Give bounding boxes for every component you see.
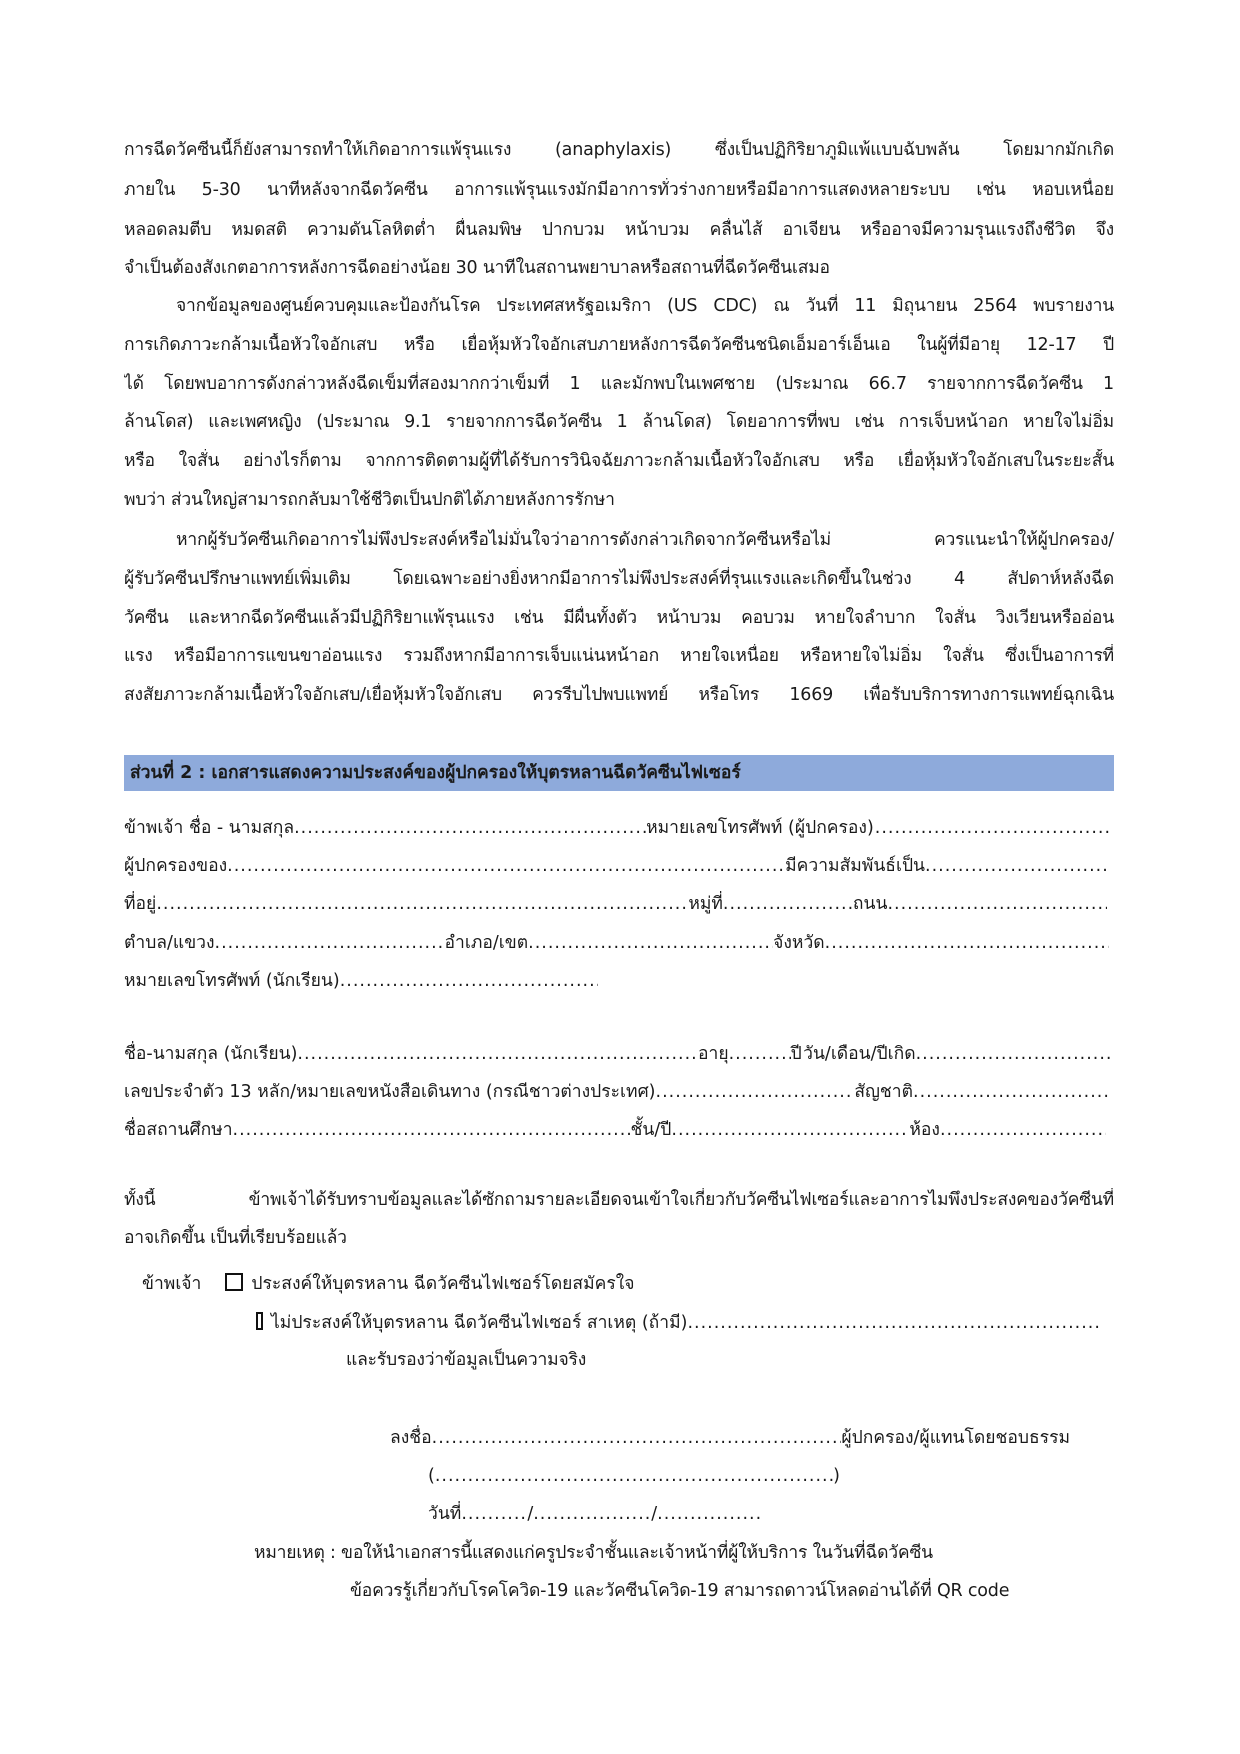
- student-id-row: [124, 1080, 1109, 1104]
- address-field[interactable]: [156, 892, 688, 916]
- paragraph-line: หากผู้รับวัคซีนเกิดอาการไม่พึงประสงค์หรือไม่มั่นใจว่าอาการดังกล่าวเกิดจากวัคซีนหรือไม่ ควรแนะนำให้ผู้ปกครอง/: [176, 530, 1114, 550]
- guardian-name-label: ข้าพเจ้า ชื่อ - นามสกุล: [124, 818, 295, 838]
- paragraph-line: จำเป็นต้องสังเกตอาการหลังการฉีดอย่างน้อย 30 นาทีในสถานพยาบาลหรือสถานที่ฉีดวัคซีนเสมอ: [124, 258, 830, 278]
- nationality-label: สัญชาติ: [854, 1082, 913, 1102]
- paragraph-line: หลอดลมตีบ หมดสติ ความดันโลหิตต่ำ ผื่นลมพิษ ปากบวม หน้าบวม คลื่นไส้ อาเจียน หรืออาจมีความรุนแรงถึงชีวิต จึง: [124, 220, 1114, 240]
- paren-close: ): [833, 1466, 840, 1486]
- paragraph-line: การเกิดภาวะกล้ามเนื้อหัวใจอักเสบ หรือ เยื่อหุ้มหัวใจอักเสบภายหลังการฉีดวัคซีนชนิดเอ็มอาร์เอ็นเอ ในผู้ที่มีอายุ 12-17 ปี: [124, 335, 1114, 355]
- reason-field[interactable]: [687, 1311, 1102, 1335]
- guardian-phone-label: หมายเลขโทรศัพท์ (ผู้ปกครอง): [646, 818, 874, 838]
- paragraph-line: พบว่า ส่วนใหญ่สามารถกลับมาใช้ชีวิตเป็นปกติได้ภายหลังการรักษา: [124, 490, 615, 510]
- consent-subject-label: ข้าพเจ้า: [142, 1274, 202, 1294]
- date-day-field[interactable]: [461, 1502, 527, 1526]
- paren-open: (: [428, 1466, 435, 1486]
- date-month-field[interactable]: [533, 1502, 651, 1526]
- district-label: อำเภอ/เขต: [444, 933, 529, 953]
- signature-field[interactable]: [432, 1426, 842, 1450]
- school-row: [124, 1118, 1106, 1142]
- guardian-of-row: [124, 854, 1109, 878]
- address-label: ที่อยู่: [124, 894, 157, 914]
- guardian-name-field[interactable]: [294, 816, 646, 840]
- date-row: [428, 1502, 764, 1526]
- paragraph-line: หรือ ใจสั่น อย่างไรก็ตาม จากการติดตามผู้ที่ได้รับการวินิจฉัยภาวะกล้ามเนื้อหัวใจอักเสบ หรือ เยื่อหุ้มหัวใจอักเสบในระยะสั้น: [124, 451, 1114, 471]
- province-field[interactable]: [825, 931, 1109, 955]
- consent-statement-line: อาจเกิดขึ้น เป็นที่เรียบร้อยแล้ว: [124, 1228, 347, 1248]
- consent-no-label: ไม่ประสงค์ให้บุตรหลาน ฉีดวัคซีนไฟเซอร์ สาเหตุ (ถ้ามี): [270, 1313, 688, 1333]
- certify-text: และรับรองว่าข้อมูลเป็นความจริง: [346, 1350, 587, 1370]
- student-id-field[interactable]: [656, 1080, 854, 1104]
- moo-label: หมู่ที่: [688, 894, 723, 914]
- student-name-field[interactable]: [297, 1042, 697, 1066]
- student-phone-row: [124, 969, 598, 993]
- student-name-row: [124, 1042, 1112, 1066]
- dob-label: วัน/เดือน/ปีเกิด: [803, 1044, 916, 1064]
- consent-yes-row: [142, 1271, 635, 1296]
- date-year-field[interactable]: [657, 1502, 764, 1526]
- date-label: วันที่: [428, 1504, 462, 1524]
- subdistrict-field[interactable]: [215, 931, 445, 955]
- relation-field[interactable]: [925, 854, 1109, 878]
- district-field[interactable]: [528, 931, 773, 955]
- room-field[interactable]: [940, 1118, 1106, 1142]
- sign-label: ลงชื่อ: [390, 1428, 432, 1448]
- moo-field[interactable]: [723, 892, 853, 916]
- consent-statement-line: ทั้งนี้ ข้าพเจ้าได้รับทราบข้อมูลและได้ซักถามรายละเอียดจนเข้าใจเกี่ยวกับวัคซีนไฟเซอร์และอาการไมพึงประสงคของวัคซีนที่: [124, 1190, 1114, 1210]
- road-field[interactable]: [887, 892, 1107, 916]
- consent-yes-checkbox[interactable]: [225, 1273, 243, 1291]
- student-phone-field[interactable]: [340, 969, 598, 993]
- student-name-label: ชื่อ-นามสกุล (นักเรียน): [124, 1044, 298, 1064]
- student-id-label: เลขประจำตัว 13 หลัก/หมายเลขหนังสือเดินทาง (กรณีชาวต่างประเทศ): [124, 1082, 656, 1102]
- grade-field[interactable]: [671, 1118, 909, 1142]
- note-line-1: หมายเหตุ : ขอให้นำเอกสารนี้แสดงแก่ครูประจำชั้นและเจ้าหน้าที่ผู้ให้บริการ ในวันที่ฉีดวัคซีน: [254, 1543, 933, 1563]
- printed-name-field[interactable]: [435, 1464, 833, 1488]
- age-label: อายุ: [698, 1044, 729, 1064]
- date-slash: /: [651, 1504, 658, 1524]
- date-slash: /: [527, 1504, 534, 1524]
- guardian-role-label: ผู้ปกครอง/ผู้แทนโดยชอบธรรม: [841, 1428, 1070, 1448]
- consent-yes-label: ประสงค์ให้บุตรหลาน ฉีดวัคซีนไฟเซอร์โดยสมัครใจ: [251, 1274, 635, 1294]
- paragraph-line: วัคซีน และหากฉีดวัคซีนแล้วมีปฏิกิริยาแพ้รุนแรง เช่น มีผื่นทั้งตัว หน้าบวม คอบวม หายใจลำบาก ใจสั่น วิงเวียนหรืออ่อน: [124, 608, 1114, 628]
- age-field[interactable]: [729, 1042, 791, 1066]
- note-line-2: ข้อควรรู้เกี่ยวกับโรคโควิด-19 และวัคซีนโควิด-19 สามารถดาวน์โหลดอ่านได้ที่ QR code: [350, 1581, 1010, 1601]
- paragraph-line: ผู้รับวัคซีนปรึกษาแพทย์เพิ่มเติม โดยเฉพาะอย่างยิ่งหากมีอาการไม่พึงประสงค์ที่รุนแรงและเกิดขึ้นในช่วง 4 สัปดาห์หลังฉีด: [124, 569, 1114, 589]
- signature-row: [390, 1426, 1070, 1450]
- relation-label: มีความสัมพันธ์เป็น: [785, 856, 926, 876]
- school-field[interactable]: [233, 1118, 631, 1142]
- guardian-of-field[interactable]: [227, 854, 785, 878]
- consent-no-row: [256, 1310, 1102, 1335]
- room-label: ห้อง: [909, 1120, 940, 1140]
- province-label: จังหวัด: [773, 933, 825, 953]
- guardian-phone-field[interactable]: [875, 816, 1109, 840]
- paragraph-line: ภายใน 5-30 นาทีหลังจากฉีดวัคซีน อาการแพ้รุนแรงมักมีอาการทั่วร่างกายหรือมีอาการแสดงหลายระบบ เช่น หอบเหนื่อย: [124, 180, 1114, 200]
- paragraph-line: ได้ โดยพบอาการดังกล่าวหลังฉีดเข็มที่สองมากกว่าเข็มที่ 1 และมักพบในเพศชาย (ประมาณ 66.7 รายจากการฉีดวัคซีน 1: [124, 374, 1114, 394]
- section-2-header: [124, 755, 1114, 791]
- address-row: [124, 892, 1107, 916]
- dob-field[interactable]: [916, 1042, 1112, 1066]
- road-label: ถนน: [852, 894, 888, 914]
- year-label: ปี: [790, 1044, 802, 1064]
- paragraph-line: การฉีดวัคซีนนี้ก็ยังสามารถทำให้เกิดอาการแพ้รุนแรง (anaphylaxis) ซึ่งเป็นปฏิกิริยาภูมิแพ้แบบฉับพลัน โดยมากมักเกิด: [124, 140, 1114, 160]
- paragraph-line: แรง หรือมีอาการแขนขาอ่อนแรง รวมถึงหากมีอาการเจ็บแน่นหน้าอก หายใจเหนื่อย หรือหายใจไม่อิ่ม ใจสั่น ซึ่งเป็นอาการที่: [124, 646, 1114, 666]
- school-label: ชื่อสถานศึกษา: [124, 1120, 233, 1140]
- guardian-name-row: [124, 816, 1109, 840]
- paragraph-line: จากข้อมูลของศูนย์ควบคุมและป้องกันโรค ประเทศสหรัฐอเมริกา (US CDC) ณ วันที่ 11 มิถุนายน 2564 พบรายงาน: [176, 296, 1114, 316]
- section-2-title: ส่วนที่ 2 : เอกสารแสดงความประสงค์ของผู้ปกครองให้บุตรหลานฉีดวัคซีนไฟเซอร์: [130, 763, 741, 783]
- guardian-of-label: ผู้ปกครองของ: [124, 856, 228, 876]
- paragraph-line: ล้านโดส) และเพศหญิง (ประมาณ 9.1 รายจากการฉีดวัคซีน 1 ล้านโดส) โดยอาการที่พบ เช่น การเจ็บหน้าอก หายใจไม่อิ่ม: [124, 412, 1114, 432]
- consent-no-checkbox[interactable]: [256, 1312, 263, 1330]
- paragraph-line: สงสัยภาวะกล้ามเนื้อหัวใจอักเสบ/เยื่อหุ้มหัวใจอักเสบ ควรรีบไปพบแพทย์ หรือโทร 1669 เพื่อรับบริการทางการแพทย์ฉุกเฉิน: [124, 685, 1114, 705]
- location-row: [124, 931, 1109, 955]
- grade-label: ชั้น/ปี: [630, 1120, 672, 1140]
- printed-name-row: [428, 1464, 840, 1488]
- student-phone-label: หมายเลขโทรศัพท์ (นักเรียน): [124, 971, 340, 991]
- nationality-field[interactable]: [913, 1080, 1109, 1104]
- subdistrict-label: ตำบล/แขวง: [124, 933, 215, 953]
